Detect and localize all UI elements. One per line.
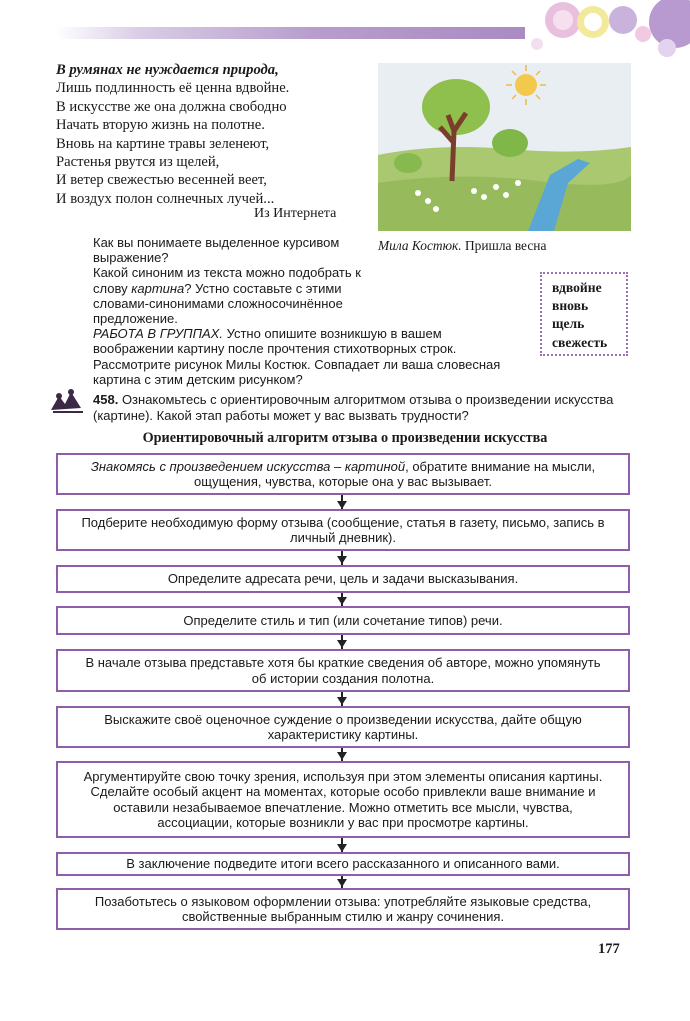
task-458 xyxy=(93,392,633,423)
header-bar xyxy=(55,27,525,39)
sun-icon xyxy=(506,65,546,105)
flow-arrow xyxy=(337,556,347,564)
flow-arrow xyxy=(337,752,347,760)
word-item: вдвойне xyxy=(552,280,602,295)
flow-arrow xyxy=(337,640,347,648)
algorithm-step-9: Позаботьтесь о языковом оформлении отзыва: употребляйте языковые средства, свойственные выбранным стилю и жанру сочинения. xyxy=(56,888,630,930)
algorithm-step-8: В заключение подведите итоги всего рассказанного и описанного вами. xyxy=(56,852,630,876)
algorithm-step-4: Определите стиль и тип (или сочетание типов) речи. xyxy=(56,606,630,635)
word-item: свежесть xyxy=(552,334,608,350)
questions xyxy=(93,235,533,387)
synonym-word-box xyxy=(540,272,628,356)
poem-line: И ветер свежестью весенней веет, xyxy=(56,172,267,189)
painting-author: Мила Костюк. xyxy=(378,238,462,253)
poem-line: Растенья рвутся из щелей, xyxy=(56,154,220,171)
page-number: 177 xyxy=(598,941,620,957)
flow-arrow xyxy=(337,597,347,605)
algorithm-step-6: Выскажите своё оценочное суждение о произведении искусства, дайте общую характеристику картины. xyxy=(56,706,630,748)
painting-title: Пришла весна xyxy=(465,238,547,253)
poem-line: Вновь на картине травы зеленеют, xyxy=(56,135,270,152)
decorative-circles xyxy=(525,0,690,60)
algorithm-step-1: Знакомясь с произведением искусства – картиной, обратите внимание на мысли, ощущения, чувства, которые она у вас вызывает. xyxy=(56,453,630,495)
flow-arrow xyxy=(337,697,347,705)
algorithm-step-3: Определите адресата речи, цель и задачи высказывания. xyxy=(56,565,630,593)
poem-line: И воздух полон солнечных лучей... xyxy=(56,190,275,207)
question-2: Какой синоним из текста можно подобрать к слову картина? Устно составьте с этими словами-синонимами сложносочинённое предложение. xyxy=(93,265,361,327)
algorithm-step-7: Аргументируйте свою точку зрения, используя при этом элементы описания картины. Сделайте особый акцент на моментах, которые особо привлекли ваше внимание и оставили незабываемое впечатление. Можно отметить все мысли, чувства, ассоциации, которые возникли у вас при просмотре картины. xyxy=(56,761,630,838)
poem-line: В румянах не нуждается природа, xyxy=(56,62,279,78)
task-text: Ознакомьтесь с ориентировочным алгоритмом отзыва о произведении искусства (картине). Какой этап работы может у вас вызвать трудности? xyxy=(93,392,614,423)
algorithm-title: Ориентировочный алгоритм отзыва о произведении искусства xyxy=(142,430,548,446)
word-item: щель xyxy=(552,316,585,332)
question-2-keyword: картина xyxy=(131,280,185,296)
poem xyxy=(56,61,356,208)
spring-painting xyxy=(378,63,631,231)
question-4: Рассмотрите рисунок Милы Костюк. Совпадает ли ваша словесная картина с этим детским рисунком? xyxy=(93,356,501,387)
question-3: РАБОТА В ГРУППАХ. Устно опишите возникшую в вашем воображении картину после прочтения стихотворных строк. xyxy=(93,326,457,357)
flow-arrow xyxy=(337,501,347,509)
group-task-icon xyxy=(47,388,87,416)
task-number: 458. xyxy=(93,392,119,407)
word-item: вновь xyxy=(552,298,589,314)
step-1-italic: Знакомясь с произведением искусства – картиной xyxy=(90,458,406,474)
flow-arrow xyxy=(337,879,347,887)
poem-line: Начать вторую жизнь на полотне. xyxy=(56,117,265,134)
group-work-label: РАБОТА В ГРУППАХ. xyxy=(93,326,223,342)
algorithm-step-5: В начале отзыва представьте хотя бы краткие сведения об авторе, можно упомянуть об истории создания полотна. xyxy=(56,649,630,692)
question-1: Как вы понимаете выделенное курсивом выражение? xyxy=(93,235,340,266)
poem-line: Лишь подлинность её ценна вдвойне. xyxy=(56,80,290,97)
flow-arrow xyxy=(337,844,347,852)
poem-source: Из Интернета xyxy=(254,206,337,221)
algorithm-step-2: Подберите необходимую форму отзыва (сообщение, статья в газету, письмо, запись в личный дневник). xyxy=(56,509,630,551)
poem-line: В искусстве же она должна свободно xyxy=(56,98,287,115)
